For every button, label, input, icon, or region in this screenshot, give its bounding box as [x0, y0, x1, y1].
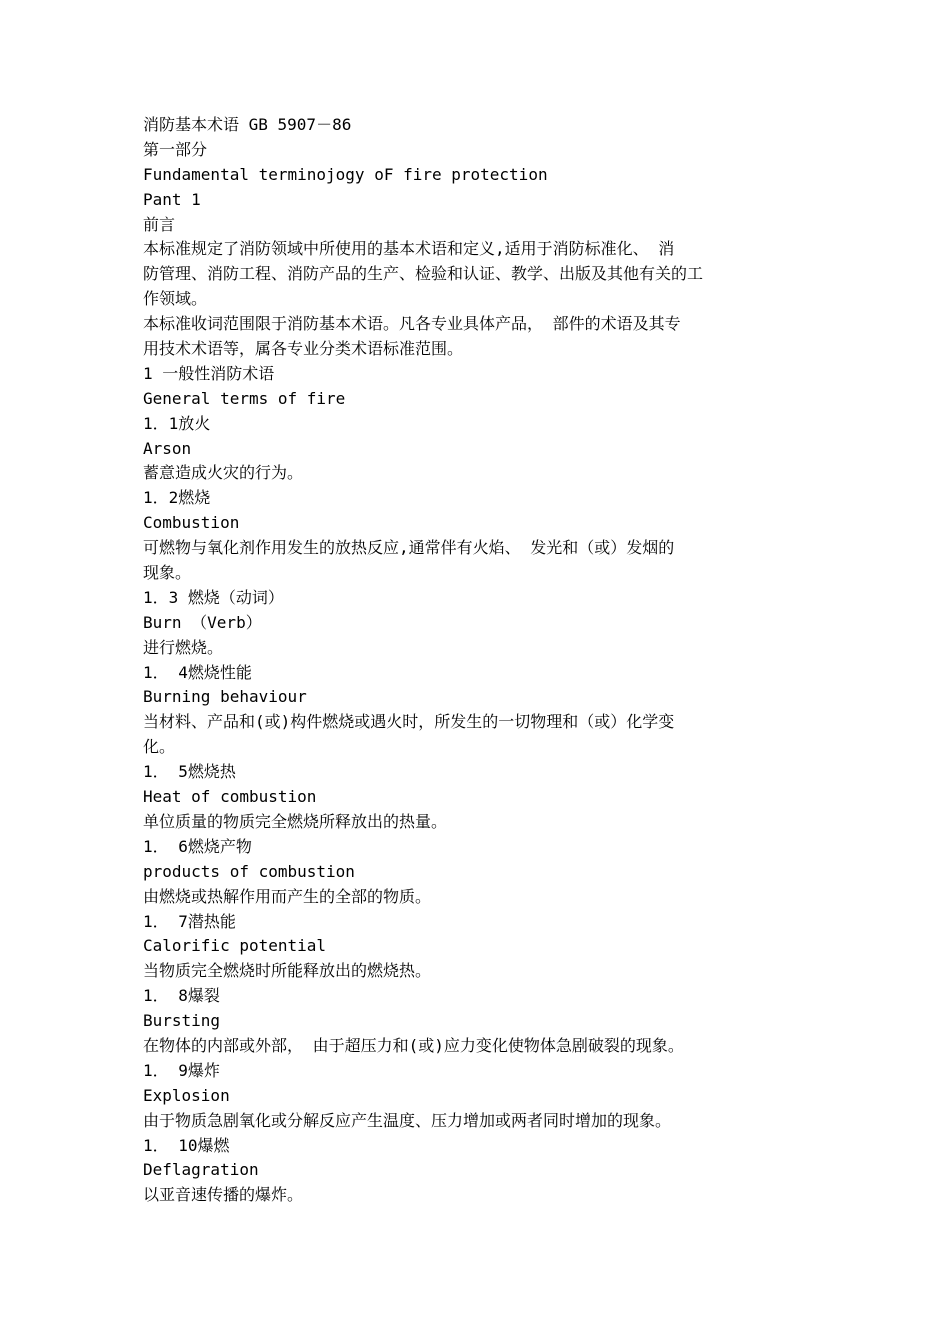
term-number: 1． 7潜热能: [143, 911, 236, 931]
term-definition: 化。: [143, 737, 176, 757]
term-en: Calorific potential: [143, 936, 327, 956]
foreword-text: 本标准规定了消防领域中所使用的基本术语和定义,适用于消防标准化、 消: [143, 239, 675, 259]
term-number: 1． 6燃烧产物: [143, 836, 252, 856]
term-definition: 蓄意造成火灾的行为。: [143, 463, 304, 483]
section-heading-en: General terms of fire: [143, 388, 346, 408]
english-title: Fundamental terminojogy oF fire protection: [143, 164, 548, 184]
foreword-text: 作领域。: [143, 289, 208, 309]
term-definition: 进行燃烧。: [143, 637, 224, 657]
term-en: Deflagration: [143, 1160, 259, 1180]
term-definition: 现象。: [143, 563, 192, 583]
term-en: Heat of combustion: [143, 787, 317, 807]
doc-title: 消防基本术语 GB 5907－86: [143, 115, 352, 134]
foreword-text: 本标准收词范围限于消防基本术语。凡各专业具体产品， 部件的术语及其专: [143, 314, 681, 334]
term-en: Combustion: [143, 513, 240, 533]
term-en: products of combustion: [143, 861, 355, 881]
term-number: 1． 4燃烧性能: [143, 662, 252, 682]
term-number: 1．2燃烧: [143, 488, 211, 508]
term-definition: 当物质完全燃烧时所能释放出的燃烧热。: [143, 961, 432, 981]
part-heading: 第一部分: [143, 139, 208, 159]
document-body: [143, 113, 823, 1208]
term-en: Arson: [143, 438, 192, 458]
term-number: 1． 9爆炸: [143, 1060, 220, 1080]
term-en: Burn （Verb）: [143, 612, 262, 632]
term-number: 1． 8爆裂: [143, 986, 220, 1006]
term-definition: 单位质量的物质完全燃烧所释放出的热量。: [143, 811, 448, 831]
term-definition: 可燃物与氧化剂作用发生的放热反应,通常伴有火焰、 发光和（或）发烟的: [143, 538, 675, 558]
foreword-heading: 前言: [143, 214, 176, 234]
term-en: Burning behaviour: [143, 687, 307, 707]
foreword-text: 防管理、消防工程、消防产品的生产、检验和认证、教学、出版及其他有关的工: [143, 264, 704, 284]
foreword-text: 用技术术语等，属各专业分类术语标准范围。: [143, 339, 464, 359]
section-heading: 1 一般性消防术语: [143, 363, 275, 383]
term-number: 1． 10爆燃: [143, 1135, 230, 1155]
term-definition: 由燃烧或热解作用而产生的全部的物质。: [143, 886, 432, 906]
term-number: 1．1放火: [143, 413, 211, 433]
english-part: Pant 1: [143, 189, 201, 209]
term-number: 1． 5燃烧热: [143, 762, 236, 782]
term-en: Explosion: [143, 1085, 230, 1105]
term-definition: 由于物质急剧氧化或分解反应产生温度、压力增加或两者同时增加的现象。: [143, 1110, 672, 1130]
term-definition: 当材料、产品和(或)构件燃烧或遇火时，所发生的一切物理和（或）化学变: [143, 712, 675, 732]
term-definition: 在物体的内部或外部， 由于超压力和(或)应力变化使物体急剧破裂的现象。: [143, 1035, 684, 1055]
term-en: Bursting: [143, 1011, 221, 1031]
term-number: 1．3 燃烧（动词）: [143, 587, 284, 607]
term-definition: 以亚音速传播的爆炸。: [143, 1185, 304, 1205]
